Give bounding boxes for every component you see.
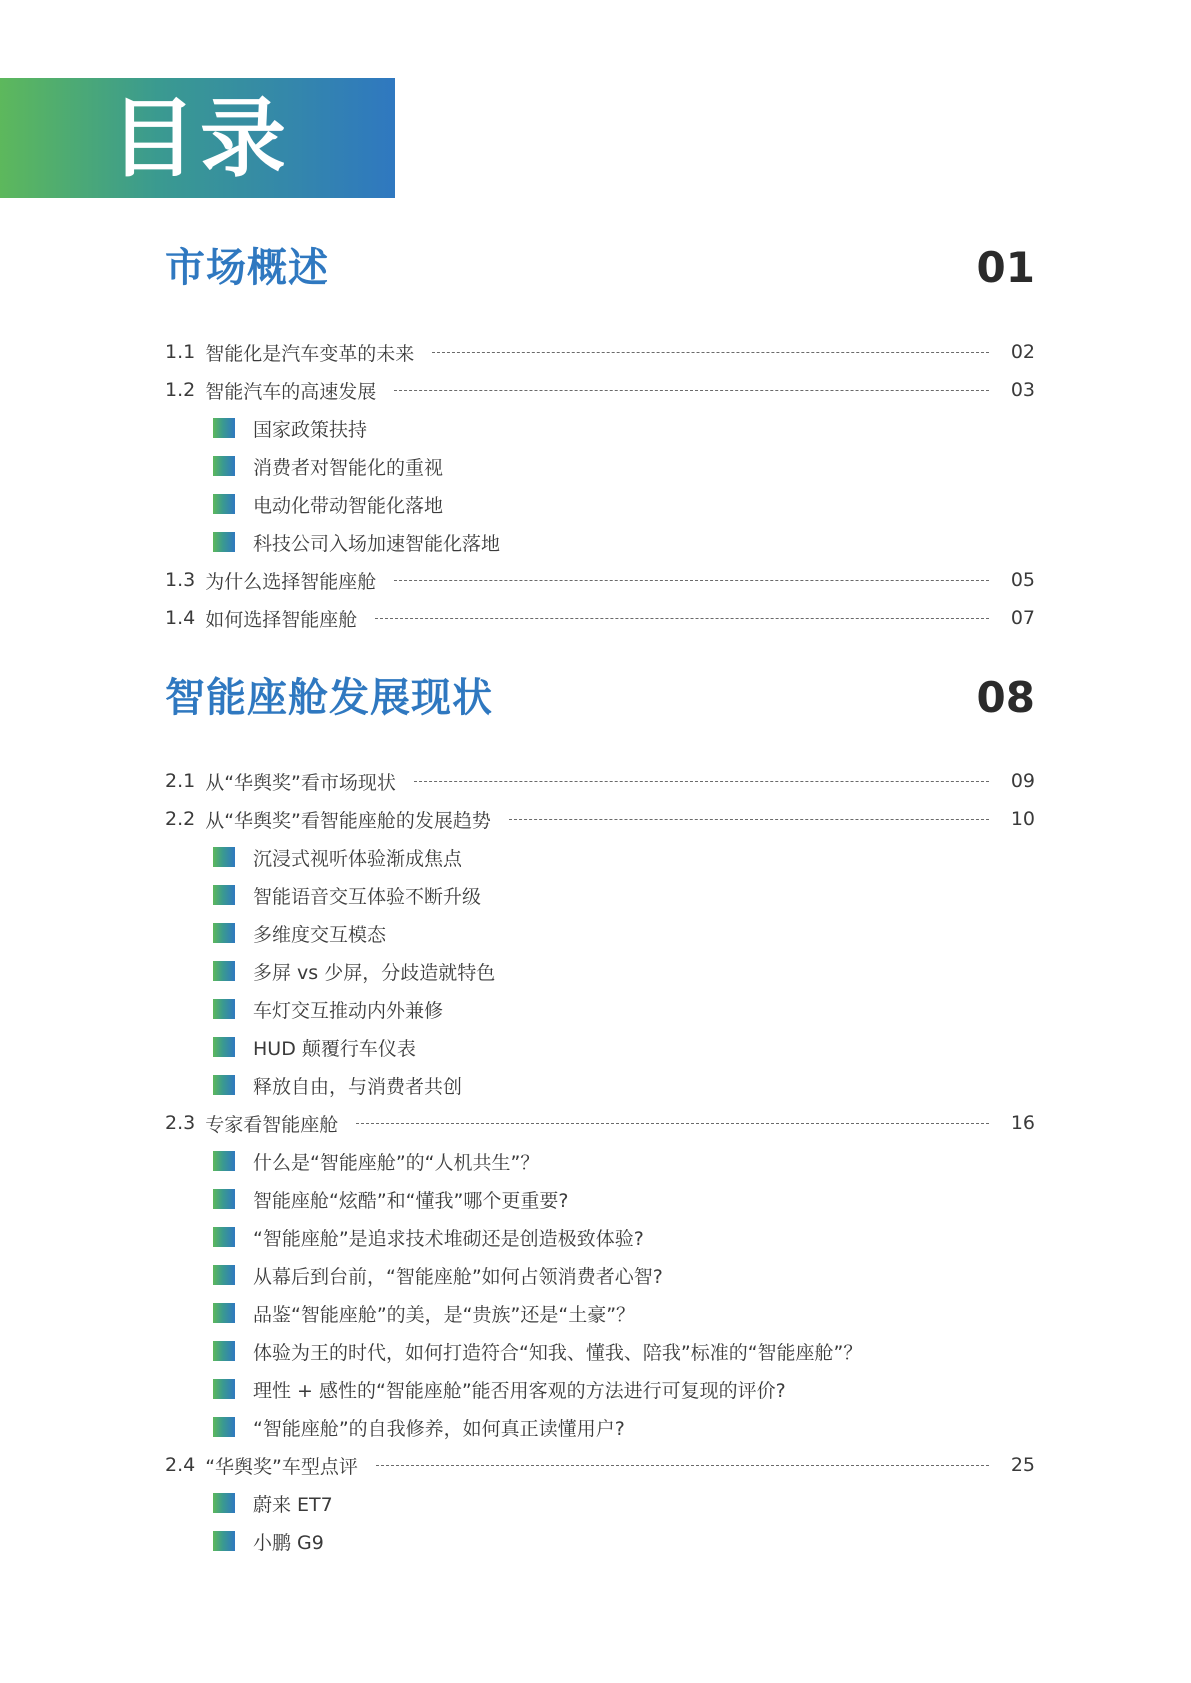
entry-page-number: 03 xyxy=(1010,379,1035,401)
square-bullet-icon xyxy=(213,885,235,905)
entry-number: 1.4 xyxy=(165,607,196,629)
entry-title: 从“华舆奖”看市场现状 xyxy=(205,771,396,794)
toc-subitem[interactable] xyxy=(213,1374,786,1404)
toc-subitem[interactable] xyxy=(213,1184,568,1214)
square-bullet-icon xyxy=(213,961,235,981)
toc-subitem[interactable] xyxy=(213,1222,644,1252)
toc-subitem[interactable] xyxy=(213,413,367,443)
subitem-text: 国家政策扶持 xyxy=(253,418,368,441)
entry-title: 智能化是汽车变革的未来 xyxy=(205,342,415,365)
toc-subitem[interactable] xyxy=(213,1336,862,1366)
entry-title: “华舆奖”车型点评 xyxy=(205,1455,358,1478)
toc-subitem[interactable] xyxy=(213,1298,635,1328)
subitem-text: 蔚来 ET7 xyxy=(253,1493,333,1516)
square-bullet-icon xyxy=(213,1531,235,1551)
square-bullet-icon xyxy=(213,1189,235,1209)
square-bullet-icon xyxy=(213,923,235,943)
toc-subitem[interactable] xyxy=(213,994,443,1024)
toc-subitem[interactable] xyxy=(213,1412,625,1442)
dotted-leader xyxy=(432,352,989,353)
toc-subitem[interactable] xyxy=(213,527,500,557)
square-bullet-icon xyxy=(213,1227,235,1247)
section-page-number: 08 xyxy=(976,673,1035,722)
toc-subitem[interactable] xyxy=(213,842,462,872)
entry-title: 如何选择智能座舱 xyxy=(205,608,358,631)
dotted-leader xyxy=(394,580,989,581)
toc-subitem[interactable] xyxy=(213,1260,663,1290)
subitem-text: 沉浸式视听体验渐成焦点 xyxy=(253,847,463,870)
subitem-text: 电动化带动智能化落地 xyxy=(253,494,444,517)
entry-number: 2.1 xyxy=(165,770,196,792)
dotted-leader xyxy=(414,781,989,782)
toc-subitem[interactable] xyxy=(213,1488,333,1518)
entry-page-number: 10 xyxy=(1010,808,1035,830)
subitem-text: 车灯交互推动内外兼修 xyxy=(253,999,444,1022)
toc-subitem[interactable] xyxy=(213,1032,416,1062)
section-title: 智能座舱发展现状 xyxy=(165,675,493,721)
square-bullet-icon xyxy=(213,1075,235,1095)
section-heading-2[interactable] xyxy=(165,668,1035,728)
entry-page-number: 07 xyxy=(1010,607,1035,629)
square-bullet-icon xyxy=(213,418,235,438)
entry-page-number: 05 xyxy=(1010,569,1035,591)
dotted-leader xyxy=(509,819,989,820)
entry-number: 1.3 xyxy=(165,569,196,591)
toc-entry-2-1[interactable] xyxy=(165,766,1035,796)
subitem-text: 品鉴“智能座舱”的美，是“贵族”还是“土豪”？ xyxy=(253,1303,636,1326)
section-page-number: 01 xyxy=(976,243,1035,292)
section-title: 市场概述 xyxy=(165,245,329,291)
dotted-leader xyxy=(356,1123,989,1124)
square-bullet-icon xyxy=(213,1265,235,1285)
square-bullet-icon xyxy=(213,999,235,1019)
square-bullet-icon xyxy=(213,456,235,476)
subitem-text: 多屏 vs 少屏，分歧造就特色 xyxy=(253,961,496,984)
toc-subitem[interactable] xyxy=(213,918,386,948)
subitem-text: 理性 + 感性的“智能座舱”能否用客观的方法进行可复现的评价? xyxy=(253,1379,786,1402)
toc-banner xyxy=(0,78,395,198)
subitem-text: 智能语音交互体验不断升级 xyxy=(253,885,482,908)
toc-entry-1-3[interactable] xyxy=(165,565,1035,595)
entry-page-number: 09 xyxy=(1010,770,1035,792)
square-bullet-icon xyxy=(213,532,235,552)
subitem-text: 智能座舱“炫酷”和“懂我”哪个更重要? xyxy=(253,1189,569,1212)
square-bullet-icon xyxy=(213,847,235,867)
square-bullet-icon xyxy=(213,1151,235,1171)
toc-entry-2-4[interactable] xyxy=(165,1450,1035,1480)
toc-subitem[interactable] xyxy=(213,880,481,910)
toc-subitem[interactable] xyxy=(213,1146,539,1176)
square-bullet-icon xyxy=(213,1379,235,1399)
subitem-text: “智能座舱”的自我修养，如何真正读懂用户? xyxy=(253,1417,625,1440)
subitem-text: HUD 颠覆行车仪表 xyxy=(253,1037,416,1060)
square-bullet-icon xyxy=(213,1037,235,1057)
toc-entry-1-2[interactable] xyxy=(165,375,1035,405)
toc-entry-1-4[interactable] xyxy=(165,603,1035,633)
entry-page-number: 02 xyxy=(1010,341,1035,363)
toc-entry-2-2[interactable] xyxy=(165,804,1035,834)
section-heading-1[interactable] xyxy=(165,238,1035,298)
entry-number: 2.4 xyxy=(165,1454,196,1476)
toc-title: 目录 xyxy=(110,89,290,189)
square-bullet-icon xyxy=(213,1341,235,1361)
dotted-leader xyxy=(375,618,989,619)
subitem-text: 释放自由，与消费者共创 xyxy=(253,1075,463,1098)
toc-entry-1-1[interactable] xyxy=(165,337,1035,367)
entry-title: 智能汽车的高速发展 xyxy=(205,380,377,403)
toc-subitem[interactable] xyxy=(213,1070,462,1100)
toc-subitem[interactable] xyxy=(213,956,495,986)
subitem-text: 什么是“智能座舱”的“人机共生”？ xyxy=(253,1151,540,1174)
subitem-text: 小鹏 G9 xyxy=(253,1531,324,1554)
dotted-leader xyxy=(376,1465,989,1466)
entry-number: 2.2 xyxy=(165,808,196,830)
entry-title: 从“华舆奖”看智能座舱的发展趋势 xyxy=(205,809,491,832)
entry-title: 专家看智能座舱 xyxy=(205,1113,339,1136)
subitem-text: 多维度交互模态 xyxy=(253,923,387,946)
square-bullet-icon xyxy=(213,1303,235,1323)
toc-subitem[interactable] xyxy=(213,1526,324,1556)
subitem-text: 体验为王的时代，如何打造符合“知我、懂我、陪我”标准的“智能座舱”？ xyxy=(253,1341,863,1364)
subitem-text: 科技公司入场加速智能化落地 xyxy=(253,532,501,555)
square-bullet-icon xyxy=(213,1417,235,1437)
toc-subitem[interactable] xyxy=(213,489,443,519)
entry-page-number: 16 xyxy=(1010,1112,1035,1134)
toc-entry-2-3[interactable] xyxy=(165,1108,1035,1138)
subitem-text: “智能座舱”是追求技术堆砌还是创造极致体验? xyxy=(253,1227,644,1250)
entry-number: 1.1 xyxy=(165,341,196,363)
subitem-text: 从幕后到台前，“智能座舱”如何占领消费者心智? xyxy=(253,1265,663,1288)
entry-number: 2.3 xyxy=(165,1112,196,1134)
toc-subitem[interactable] xyxy=(213,451,443,481)
subitem-text: 消费者对智能化的重视 xyxy=(253,456,444,479)
square-bullet-icon xyxy=(213,494,235,514)
entry-page-number: 25 xyxy=(1010,1454,1035,1476)
dotted-leader xyxy=(394,390,989,391)
square-bullet-icon xyxy=(213,1493,235,1513)
entry-title: 为什么选择智能座舱 xyxy=(205,570,377,593)
entry-number: 1.2 xyxy=(165,379,196,401)
